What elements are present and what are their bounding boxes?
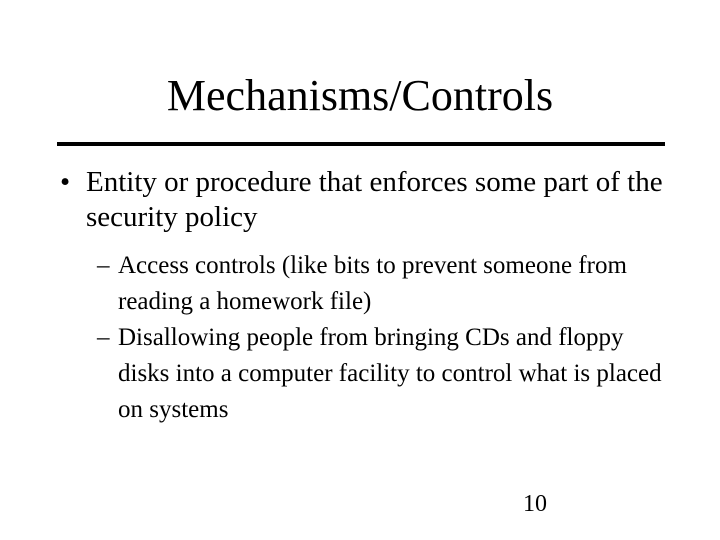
sub-bullet-text: Disallowing people from bringing CDs and floppy disks into a computer facility to control what is placed on systems [118, 324, 662, 423]
sub-bullet-list [97, 248, 677, 428]
sub-bullet-marker: – [97, 324, 110, 351]
bullet-text: Entity or procedure that enforces some part of the security policy [86, 166, 663, 233]
bullet-item [60, 165, 680, 235]
sub-bullet-text: Access controls (like bits to prevent someone from reading a homework file) [118, 252, 627, 315]
title-divider [57, 142, 665, 146]
slide-title: Mechanisms/Controls [166, 71, 554, 120]
sub-bullet-item [97, 320, 677, 428]
sub-bullet-item [97, 248, 677, 320]
bullet-marker: • [60, 166, 71, 198]
sub-bullet-marker: – [97, 252, 110, 279]
page-number: 10 [523, 491, 547, 517]
